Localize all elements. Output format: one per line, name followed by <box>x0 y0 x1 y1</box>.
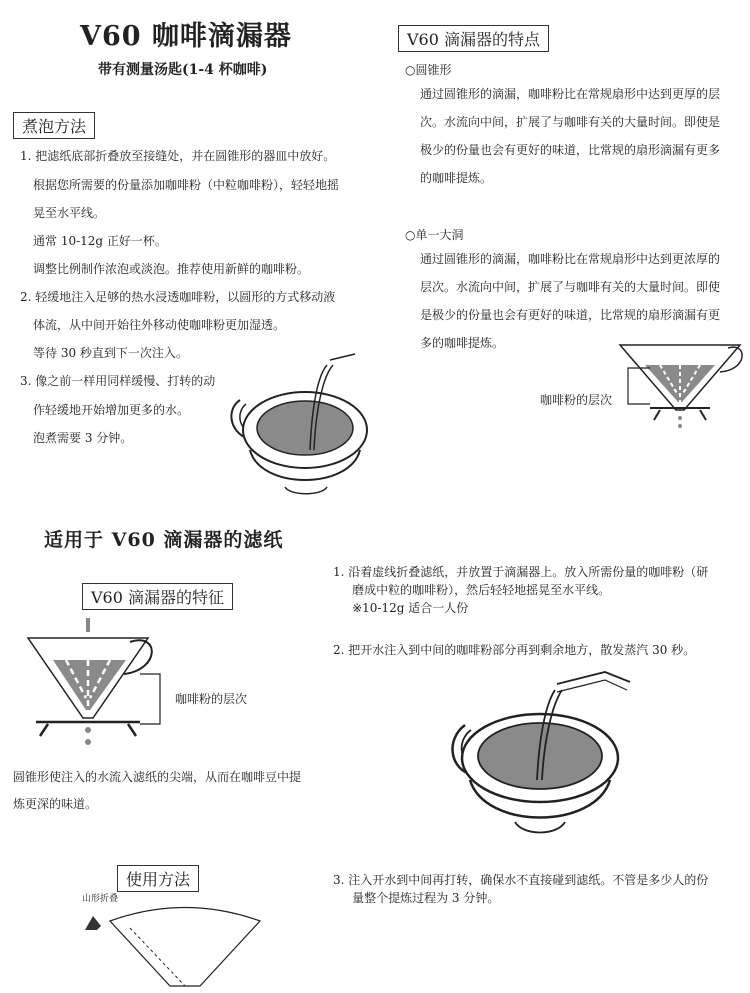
hole-heading: ○单一大洞 <box>405 228 464 242</box>
cone-desc-line-2: 炼更深的味道。 <box>13 797 98 811</box>
step1-line-1: 1. 沿着虚线折叠滤纸，并放置于滴漏器上。放入所需份量的咖啡粉（研 <box>333 565 709 579</box>
fold-arrow-icon <box>83 912 105 934</box>
layer-label-top: 咖啡粉的层次 <box>540 393 613 407</box>
hole-line-3: 是极少的份量也会有更好的味道，比常规的扇形滴漏有更 <box>420 308 721 322</box>
cup-pour-large-illustration <box>445 680 645 850</box>
brewing-line-8: 等待 30 秒直到下一次注入。 <box>33 346 188 360</box>
step3-line-1: 3. 注入开水到中间再打转，确保水不直接碰到滤纸。不管是多少人的份 <box>333 873 709 887</box>
cone-line-1: 通过圆锥形的滴漏，咖啡粉比在常规扇形中达到更厚的层 <box>420 87 721 101</box>
hole-line-2: 层次。水流向中间，扩展了与咖啡有关的大量时间。即使 <box>420 280 721 294</box>
step1-line-2: 磨成中粒的咖啡粉），然后轻轻地摇晃至水平线。 <box>333 583 611 597</box>
brewing-line-6: 2. 轻缓地注入足够的热水浸透咖啡粉，以圆形的方式移动液 <box>20 290 336 304</box>
layer-bracket-bottom <box>140 674 170 730</box>
cone-line-3: 极少的份量也会有更好的味道，比常规的扇形滴漏有更多 <box>420 143 721 157</box>
cup-pour-illustration <box>230 360 370 525</box>
step2-line: 2. 把开水注入到中间的咖啡粉部分再到剩余地方，散发蒸汽 30 秒。 <box>333 643 696 657</box>
brewing-line-5: 调整比例制作浓泡或淡泡。推荐使用新鲜的咖啡粉。 <box>33 262 310 276</box>
hole-line-1: 通过圆锥形的滴漏，咖啡粉比在常规扇形中达到更浓厚的 <box>420 252 721 266</box>
fold-label: 山形折叠 <box>82 894 119 904</box>
page-subtitle: 带有测量汤匙(1-4 杯咖啡) <box>98 62 268 78</box>
step3-line-2: 量整个提炼过程为 3 分钟。 <box>333 891 500 905</box>
cone-desc-line-1: 圆锥形使注入的水流入滤纸的尖端，从而在咖啡豆中提 <box>13 770 302 784</box>
hole-line-4: 多的咖啡提炼。 <box>420 336 505 350</box>
layer-bracket-top <box>628 368 658 408</box>
brewing-line-9: 3. 像之前一样用同样缓慢、打转的动 <box>20 374 216 388</box>
filter-section-heading: 适用于 V60 滴漏器的滤纸 <box>44 529 284 551</box>
brewing-line-7: 体流，从中间开始往外移动使咖啡粉更加湿透。 <box>33 318 286 332</box>
v60-feature-label: V60 滴漏器的特征 <box>82 583 233 610</box>
brewing-line-3: 晃至水平线。 <box>33 206 106 220</box>
page-title: V60 咖啡滴漏器 <box>80 21 292 52</box>
brewing-line-4: 通常 10-12g 正好一杯。 <box>33 234 167 248</box>
cone-line-4: 的咖啡提炼。 <box>420 171 493 185</box>
brewing-method-label: 煮泡方法 <box>13 112 95 139</box>
filter-paper-illustration <box>110 906 270 986</box>
layer-label-bottom: 咖啡粉的层次 <box>175 692 248 706</box>
brewing-line-1: 1. 把滤纸底部折叠放至接缝处，并在圆锥形的器皿中放好。 <box>20 149 336 163</box>
cone-line-2: 次。水流向中间，扩展了与咖啡有关的大量时间。即使是 <box>420 115 721 129</box>
brewing-line-10: 作轻缓地开始增加更多的水。 <box>33 403 190 417</box>
step1-line-3: ※10-12g 适合一人份 <box>333 601 469 615</box>
brewing-line-11: 泡煮需要 3 分钟。 <box>33 431 133 445</box>
brewing-line-2: 根据您所需要的份量添加咖啡粉（中粒咖啡粉），轻轻地摇 <box>33 178 340 192</box>
cone-heading: ○圆锥形 <box>405 63 452 77</box>
features-label: V60 滴漏器的特点 <box>398 25 549 52</box>
usage-label: 使用方法 <box>117 865 199 892</box>
